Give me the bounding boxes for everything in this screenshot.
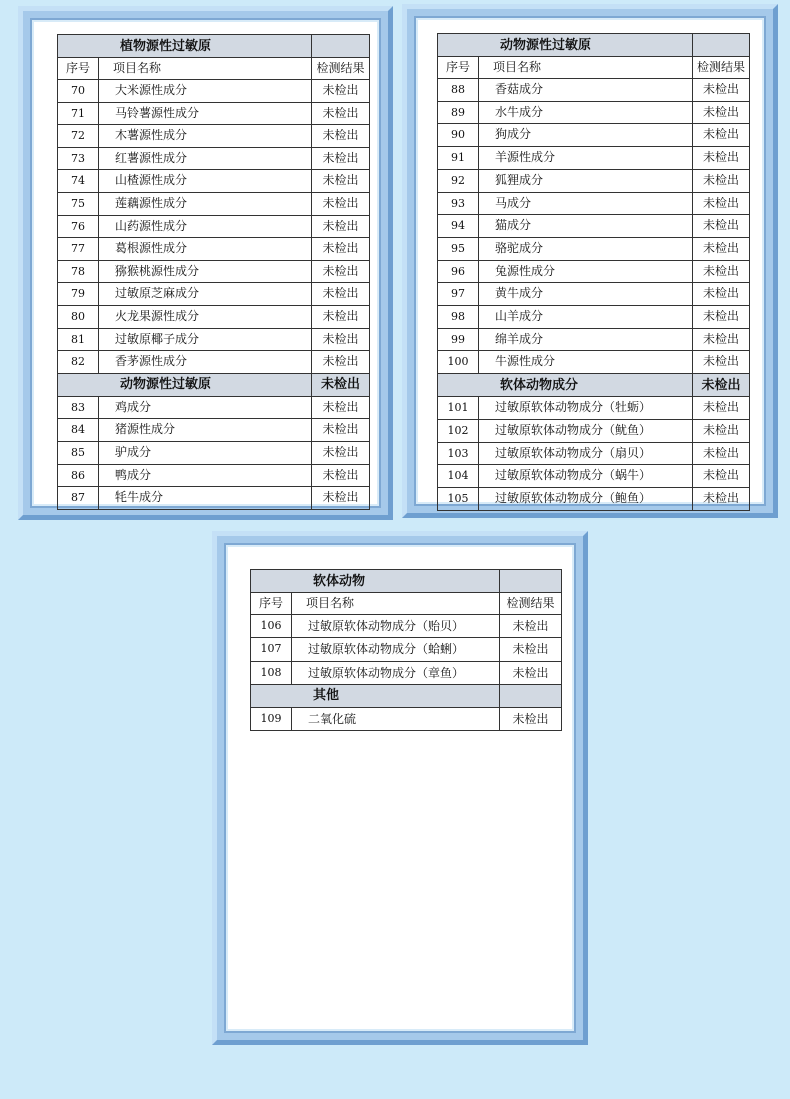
item-result: 未检出: [312, 487, 370, 510]
table-row: [58, 260, 370, 283]
item-name: 鸭成分: [99, 464, 312, 487]
section-result: 未检出: [693, 374, 750, 397]
section-title: 植物源性过敏原: [58, 35, 312, 58]
table-row: [438, 419, 750, 442]
item-number: 84: [58, 419, 99, 442]
item-name: 狗成分: [479, 124, 693, 147]
table-row: [438, 192, 750, 215]
section-header-row: [438, 34, 750, 57]
section-title: 其他: [251, 684, 500, 707]
allergen-table-2: [437, 33, 750, 511]
item-number: 103: [438, 442, 479, 465]
item-number: 95: [438, 237, 479, 260]
table-row: [438, 101, 750, 124]
item-result: 未检出: [312, 305, 370, 328]
item-name: 过敏原软体动物成分（牡蛎）: [479, 397, 693, 420]
item-result: 未检出: [500, 661, 562, 684]
table-row: [438, 79, 750, 102]
item-result: 未检出: [693, 101, 750, 124]
section-result: [500, 570, 562, 593]
item-number: 72: [58, 125, 99, 148]
item-number: 81: [58, 328, 99, 351]
section-header-row: [251, 570, 562, 593]
column-header-name: 项目名称: [292, 593, 500, 615]
table-row: [251, 661, 562, 684]
column-header-result: 检测结果: [312, 58, 370, 80]
item-number: 106: [251, 615, 292, 638]
section-title: 动物源性过敏原: [438, 34, 693, 57]
item-name: 过敏原软体动物成分（鱿鱼）: [479, 419, 693, 442]
section-header-row: [438, 374, 750, 397]
item-number: 77: [58, 238, 99, 261]
item-result: 未检出: [693, 215, 750, 238]
section-header-row: [58, 35, 370, 58]
item-number: 92: [438, 169, 479, 192]
column-header-row: [251, 593, 562, 615]
item-number: 83: [58, 396, 99, 419]
column-header-result: 检测结果: [500, 593, 562, 615]
item-name: 牦牛成分: [99, 487, 312, 510]
table-row: [438, 465, 750, 488]
item-name: 过敏原芝麻成分: [99, 283, 312, 306]
item-result: 未检出: [693, 419, 750, 442]
column-header-row: [438, 57, 750, 79]
item-name: 过敏原软体动物成分（章鱼）: [292, 661, 500, 684]
section-title: 软体动物成分: [438, 374, 693, 397]
table-row: [251, 707, 562, 730]
table-row: [58, 305, 370, 328]
table-row: [438, 147, 750, 170]
section-result: [312, 35, 370, 58]
item-result: 未检出: [312, 260, 370, 283]
table-row: [438, 124, 750, 147]
table-row: [438, 328, 750, 351]
item-result: 未检出: [693, 79, 750, 102]
section-result: [500, 684, 562, 707]
item-number: 109: [251, 707, 292, 730]
table-row: [438, 306, 750, 329]
item-name: 过敏原软体动物成分（扇贝）: [479, 442, 693, 465]
item-result: 未检出: [312, 351, 370, 374]
item-name: 葛根源性成分: [99, 238, 312, 261]
item-number: 89: [438, 101, 479, 124]
item-name: 大米源性成分: [99, 80, 312, 103]
table-row: [438, 169, 750, 192]
item-number: 101: [438, 397, 479, 420]
item-number: 76: [58, 215, 99, 238]
section-title: 软体动物: [251, 570, 500, 593]
table-row: [251, 638, 562, 661]
table-row: [58, 396, 370, 419]
item-number: 74: [58, 170, 99, 193]
section-title: 动物源性过敏原: [58, 373, 312, 396]
allergen-table-3: [250, 569, 562, 731]
table-row: [438, 351, 750, 374]
table-row: [58, 419, 370, 442]
item-number: 87: [58, 487, 99, 510]
item-name: 驴成分: [99, 441, 312, 464]
item-result: 未检出: [693, 328, 750, 351]
item-name: 过敏原软体动物成分（蜗牛）: [479, 465, 693, 488]
item-name: 红薯源性成分: [99, 147, 312, 170]
table-row: [438, 442, 750, 465]
item-name: 火龙果源性成分: [99, 305, 312, 328]
table-row: [58, 283, 370, 306]
item-result: 未检出: [500, 638, 562, 661]
item-result: 未检出: [693, 237, 750, 260]
item-result: 未检出: [693, 487, 750, 510]
item-result: 未检出: [312, 215, 370, 238]
item-name: 过敏原椰子成分: [99, 328, 312, 351]
table-row: [58, 328, 370, 351]
item-result: 未检出: [312, 464, 370, 487]
item-result: 未检出: [693, 283, 750, 306]
item-number: 107: [251, 638, 292, 661]
item-number: 90: [438, 124, 479, 147]
section-header-row: [58, 373, 370, 396]
item-number: 91: [438, 147, 479, 170]
item-name: 马铃薯源性成分: [99, 102, 312, 125]
table-row: [438, 283, 750, 306]
item-name: 绵羊成分: [479, 328, 693, 351]
column-header-no: 序号: [438, 57, 479, 79]
item-name: 二氧化硫: [292, 707, 500, 730]
item-name: 狐狸成分: [479, 169, 693, 192]
item-number: 70: [58, 80, 99, 103]
item-name: 山楂源性成分: [99, 170, 312, 193]
table-row: [58, 80, 370, 103]
allergen-panel-3: [212, 531, 588, 1045]
item-name: 马成分: [479, 192, 693, 215]
item-result: 未检出: [312, 102, 370, 125]
column-header-name: 项目名称: [479, 57, 693, 79]
allergen-table-1: [57, 34, 370, 510]
item-name: 木薯源性成分: [99, 125, 312, 148]
item-number: 73: [58, 147, 99, 170]
item-number: 93: [438, 192, 479, 215]
table-row: [438, 487, 750, 510]
table-row: [58, 147, 370, 170]
item-result: 未检出: [693, 260, 750, 283]
item-name: 黄牛成分: [479, 283, 693, 306]
item-number: 79: [58, 283, 99, 306]
item-result: 未检出: [312, 170, 370, 193]
item-result: 未检出: [693, 306, 750, 329]
column-header-row: [58, 58, 370, 80]
item-number: 100: [438, 351, 479, 374]
item-number: 85: [58, 441, 99, 464]
item-number: 86: [58, 464, 99, 487]
item-name: 水牛成分: [479, 101, 693, 124]
item-result: 未检出: [693, 465, 750, 488]
item-result: 未检出: [693, 124, 750, 147]
item-result: 未检出: [693, 169, 750, 192]
item-name: 猕猴桃源性成分: [99, 260, 312, 283]
item-result: 未检出: [312, 328, 370, 351]
item-number: 71: [58, 102, 99, 125]
item-number: 94: [438, 215, 479, 238]
item-name: 山药源性成分: [99, 215, 312, 238]
item-number: 105: [438, 487, 479, 510]
table-row: [438, 260, 750, 283]
item-result: 未检出: [312, 441, 370, 464]
table-row: [58, 487, 370, 510]
item-name: 香菇成分: [479, 79, 693, 102]
section-header-row: [251, 684, 562, 707]
item-result: 未检出: [693, 442, 750, 465]
item-name: 鸡成分: [99, 396, 312, 419]
item-name: 羊源性成分: [479, 147, 693, 170]
item-result: 未检出: [500, 707, 562, 730]
column-header-result: 检测结果: [693, 57, 750, 79]
item-name: 过敏原软体动物成分（贻贝）: [292, 615, 500, 638]
table-row: [438, 237, 750, 260]
item-result: 未检出: [312, 283, 370, 306]
item-number: 96: [438, 260, 479, 283]
item-number: 102: [438, 419, 479, 442]
table-row: [58, 441, 370, 464]
item-result: 未检出: [312, 147, 370, 170]
item-result: 未检出: [693, 192, 750, 215]
table-row: [58, 192, 370, 215]
item-result: 未检出: [500, 615, 562, 638]
table-row: [58, 125, 370, 148]
item-number: 108: [251, 661, 292, 684]
item-number: 99: [438, 328, 479, 351]
item-result: 未检出: [312, 419, 370, 442]
table-row: [58, 238, 370, 261]
table-row: [58, 464, 370, 487]
item-result: 未检出: [312, 80, 370, 103]
item-result: 未检出: [693, 351, 750, 374]
item-number: 98: [438, 306, 479, 329]
item-number: 88: [438, 79, 479, 102]
section-result: 未检出: [312, 373, 370, 396]
item-number: 104: [438, 465, 479, 488]
item-name: 猪源性成分: [99, 419, 312, 442]
item-result: 未检出: [312, 125, 370, 148]
item-name: 兔源性成分: [479, 260, 693, 283]
item-number: 82: [58, 351, 99, 374]
item-name: 过敏原软体动物成分（鲍鱼）: [479, 487, 693, 510]
table-row: [438, 215, 750, 238]
item-name: 莲藕源性成分: [99, 192, 312, 215]
item-result: 未检出: [693, 397, 750, 420]
column-header-name: 项目名称: [99, 58, 312, 80]
allergen-panel-2: [402, 4, 778, 518]
item-name: 香茅源性成分: [99, 351, 312, 374]
item-name: 山羊成分: [479, 306, 693, 329]
table-row: [58, 102, 370, 125]
column-header-no: 序号: [251, 593, 292, 615]
item-result: 未检出: [312, 396, 370, 419]
item-result: 未检出: [693, 147, 750, 170]
table-row: [58, 170, 370, 193]
table-row: [251, 615, 562, 638]
item-number: 78: [58, 260, 99, 283]
table-row: [58, 351, 370, 374]
item-name: 骆驼成分: [479, 237, 693, 260]
item-result: 未检出: [312, 238, 370, 261]
allergen-panel-1: [18, 6, 393, 520]
column-header-no: 序号: [58, 58, 99, 80]
item-number: 75: [58, 192, 99, 215]
table-row: [438, 397, 750, 420]
item-result: 未检出: [312, 192, 370, 215]
item-number: 97: [438, 283, 479, 306]
item-number: 80: [58, 305, 99, 328]
table-row: [58, 215, 370, 238]
section-result: [693, 34, 750, 57]
item-name: 过敏原软体动物成分（蛤蜊）: [292, 638, 500, 661]
item-name: 猫成分: [479, 215, 693, 238]
item-name: 牛源性成分: [479, 351, 693, 374]
